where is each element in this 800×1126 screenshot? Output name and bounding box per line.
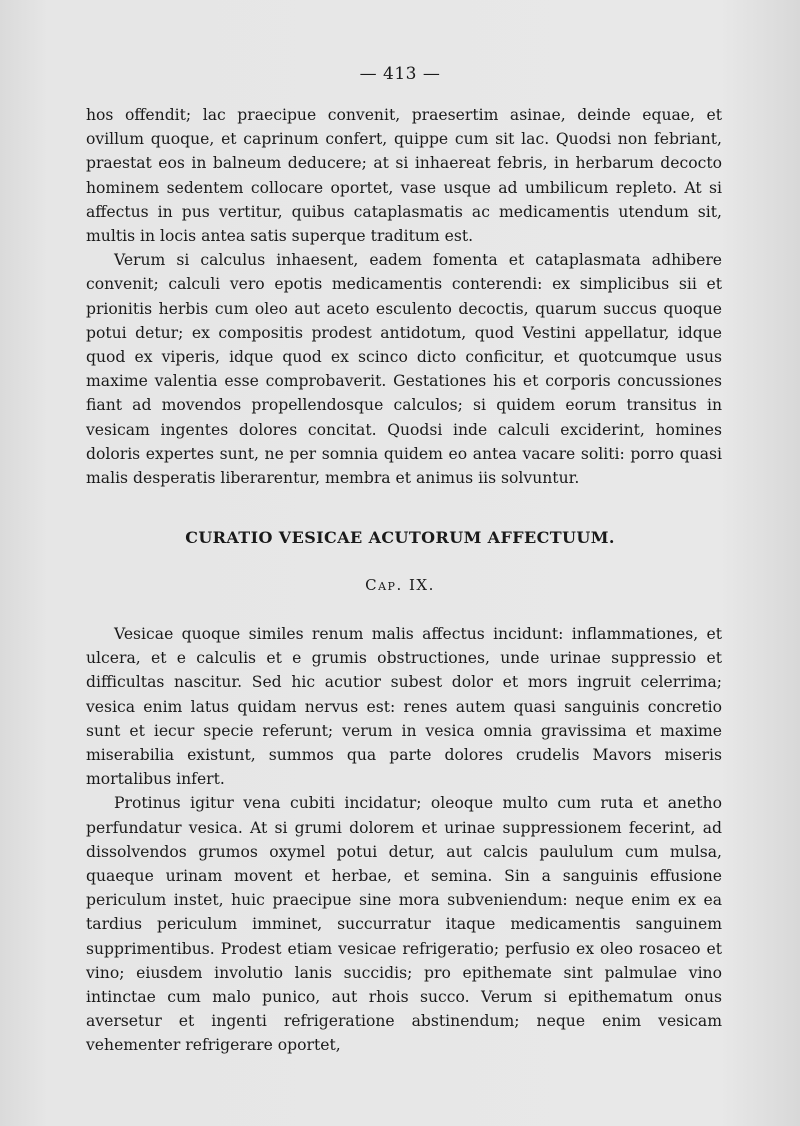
paragraph-calculus: Verum si calculus inhaesent, eadem fomenta et cataplasmata adhibere convenit; calculi vero epotis medicamentis conterendi: ex simplicibus sii et prionitis herbis cum oleo aut aceto esculento decoctis, quarum succus quoque potui detur; ex compositis prodest antidotum, quod Vestini appellatur, idque quod ex viperis, idque quod ex scinco dicto conficitur, et quotcumque usus maxime valentia esse comprobaverit. Gestationes his et corporis concussiones fiant ad movendos propellendosque calculos; si quidem eorum transitus in vesicam ingentes dolores concitat. Quodsi inde calculi exciderint, homines doloris expertes sunt, ne per somnia quidem eo antea vacare soliti: porro quasi malis desperatis liberarentur, membra et animus iis solvuntur. xyxy=(86,251,722,488)
paragraph-vesicae: Vesicae quoque similes renum malis affectus incidunt: inflammationes, et ulcera, et e calculis et e grumis obstructiones, unde urinae suppressio et difficultas nascitur. Sed hic acutior subest dolor et mors ingruit celerrima; vesica enim latus quidam nervus est: renes autem quasi sanguinis concretio sunt et iecur specie referunt; verum in vesica omnia gravissima et maxime miserabilia existunt, summos qua parte dolores crudelis Mavors miseris mortalibus infert. xyxy=(86,625,722,789)
paragraph-protinus: Protinus igitur vena cubiti incidatur; oleoque multo cum ruta et anetho perfundatur vesica. At si grumi dolorem et urinae suppressionem fecerint, ad dissolvendos grumos oxymel potui detur, aut calcis paululum cum mulsa, quaeque urinam movent et herbae, et semina. Sin a sanguinis effusione periculum instet, huic praecipue sine mora subveniendum: neque enim ex ea tardius periculum imminet, succurratur itaque medicamentis sanguinem supprimentibus. Prodest etiam vesicae refrigeratio; perfusio ex oleo rosaceo et vino; eiusdem involutio lanis succidis; pro epithemate sint palmulae vino intinctae cum malo punico, aut rhois succo. Verum si epithematum onus aversetur et ingenti refrigeratione abstinendum; neque enim vesicam vehementer refrigerare oportet, xyxy=(86,794,722,1055)
chapter-label: Cap. IX. xyxy=(365,576,435,594)
page-number: — 413 — xyxy=(359,64,441,84)
text-block-upper xyxy=(86,103,722,490)
section-heading: CURATIO VESICAE ACUTORUM AFFECTUUM. xyxy=(185,528,615,547)
paragraph-continuation: hos offendit; lac praecipue convenit, praesertim asinae, deinde equae, et ovillum quoque, et caprinum confert, quippe cum sit lac. Quodsi non febriant, praestat eos in balneum deducere; at si inhaereat febris, in herbarum decocto hominem sedentem collocare oportet, vase usque ad umbilicum repleto. At si affectus in pus vertitur, quibus cataplasmatis ac medicamentis utendum sit, multis in locis antea satis superque traditum est. xyxy=(86,106,722,246)
text-block-lower xyxy=(86,622,722,1058)
